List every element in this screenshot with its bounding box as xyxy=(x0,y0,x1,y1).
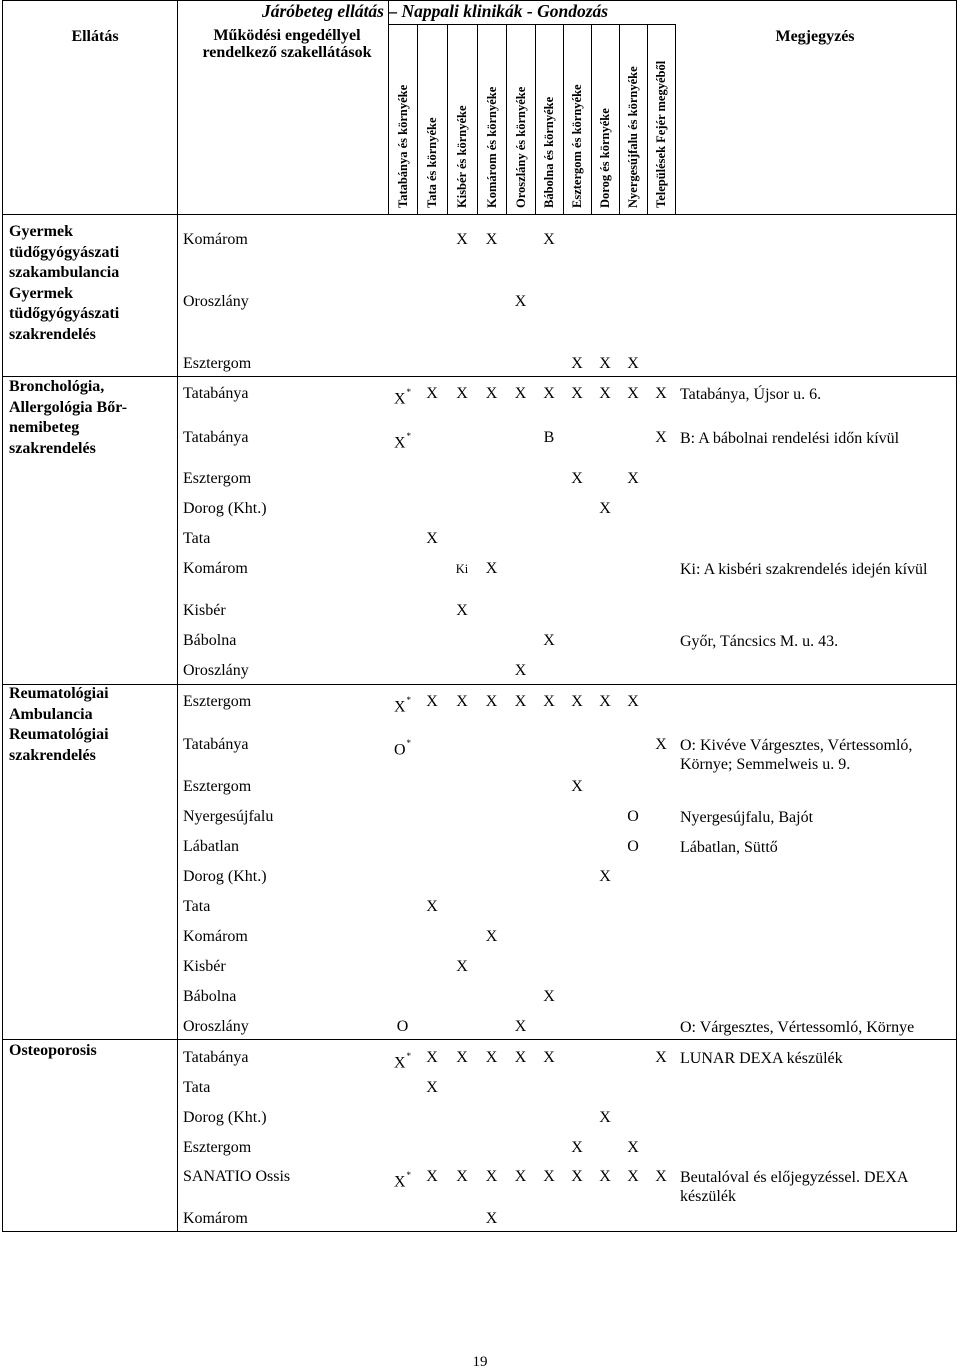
row-mark: X xyxy=(655,1168,667,1185)
row-location: Kisbér xyxy=(183,602,226,619)
row-mark: X xyxy=(571,1168,583,1185)
row-location: Lábatlan xyxy=(183,838,239,855)
row-mark: X xyxy=(627,355,639,372)
row-mark: X xyxy=(485,231,498,248)
row-note: Tatabánya, Újsor u. 6. xyxy=(680,386,822,403)
row-mark: X xyxy=(426,1049,438,1066)
page-number: 19 xyxy=(472,1354,488,1370)
row-mark xyxy=(391,385,415,408)
area-header-5: Bábolna és környéke xyxy=(542,96,556,208)
column-divider xyxy=(177,0,178,1232)
row-mark: X xyxy=(599,500,611,517)
row-location: Tata xyxy=(183,1079,211,1096)
row-mark: X xyxy=(485,693,498,710)
row-mark: X xyxy=(485,1049,498,1066)
row-location: Tatabánya xyxy=(183,385,249,402)
area-header-0: Tatabánya és környéke xyxy=(395,84,410,208)
row-location: Esztergom xyxy=(183,355,252,372)
row-mark: X xyxy=(655,429,667,446)
row-mark: X xyxy=(485,385,498,402)
row-mark: X xyxy=(571,693,583,710)
row-location: Oroszlány xyxy=(183,293,249,310)
row-mark: X xyxy=(655,736,667,753)
row-mark: X xyxy=(456,385,468,402)
mark-value: X xyxy=(393,390,406,408)
row-mark: X xyxy=(514,662,527,679)
row-mark: X xyxy=(627,385,639,402)
row-mark: X xyxy=(599,385,611,402)
row-mark: X xyxy=(426,1079,438,1096)
row-mark: O xyxy=(396,1018,409,1035)
row-mark: X xyxy=(543,693,555,710)
row-mark: X xyxy=(456,958,468,975)
area-column-divider xyxy=(417,24,418,214)
row-mark: X xyxy=(485,1168,498,1185)
row-location: Tatabánya xyxy=(183,1049,249,1066)
row-location: Esztergom xyxy=(183,470,252,487)
row-location: Komárom xyxy=(183,1210,248,1227)
mark-asterisk: * xyxy=(406,387,412,397)
row-mark: X xyxy=(543,231,555,248)
title-underline xyxy=(388,24,675,25)
mark-value: O xyxy=(393,741,406,759)
row-mark: X xyxy=(426,898,438,915)
row-mark: X xyxy=(599,693,611,710)
area-header-2: Kisbér és környéke xyxy=(455,105,469,208)
area-header-3: Komárom és környéke xyxy=(484,86,499,208)
row-mark: X xyxy=(571,1139,583,1156)
area-column-divider xyxy=(563,24,564,214)
mark-value: X xyxy=(393,434,406,452)
row-mark: X xyxy=(627,470,639,487)
row-mark: X xyxy=(599,1168,611,1185)
row-location: Esztergom xyxy=(183,693,252,710)
mark-value: X xyxy=(393,1054,406,1072)
row-mark xyxy=(391,1049,415,1072)
area-header-8: Nyergesújfalu és környéke xyxy=(626,66,640,208)
row-mark: X xyxy=(543,632,555,649)
row-location: Kisbér xyxy=(183,958,226,975)
row-mark: O xyxy=(627,808,639,825)
area-header-1: Tata és környéke xyxy=(425,117,439,208)
row-location: Nyergesújfalu xyxy=(183,808,274,825)
row-mark: X xyxy=(456,231,468,248)
header-szakellatasok: Működési engedéllyel rendelkező szakellátások xyxy=(202,27,372,61)
header-ellatas: Ellátás xyxy=(71,28,119,45)
row-mark: X xyxy=(543,1168,555,1185)
section-title: Bronchológia, Allergológia Bőr- nemibeteg szakrendelés xyxy=(9,378,128,457)
row-mark: X xyxy=(655,1049,667,1066)
row-mark: X xyxy=(456,1049,468,1066)
row-mark: X xyxy=(456,602,468,619)
row-mark: X xyxy=(426,1168,438,1185)
row-location: Komárom xyxy=(183,928,248,945)
row-location: Oroszlány xyxy=(183,662,249,679)
area-column-divider xyxy=(477,24,478,214)
header-megjegyzes: Megjegyzés xyxy=(775,28,855,45)
row-mark: X xyxy=(599,355,611,372)
area-column-divider xyxy=(535,24,536,214)
mark-asterisk: * xyxy=(406,1051,412,1061)
row-mark: X xyxy=(456,1168,468,1185)
row-mark: X xyxy=(627,1168,639,1185)
area-column-divider xyxy=(591,24,592,214)
row-mark: X xyxy=(456,693,468,710)
row-mark: X xyxy=(426,693,438,710)
mark-asterisk: * xyxy=(406,738,412,748)
row-mark: B xyxy=(543,429,555,446)
area-header-4: Oroszlány és környéke xyxy=(513,86,528,208)
row-note: O: Kivéve Várgesztes, Vértessomló, Környe; Semmelweis u. 9. xyxy=(680,737,913,773)
row-mark: X xyxy=(514,1018,527,1035)
mark-asterisk: * xyxy=(406,1170,412,1180)
row-note: O: Várgesztes, Vértessomló, Környe xyxy=(680,1019,915,1036)
area-header-7: Dorog és környéke xyxy=(598,108,612,208)
row-mark: X xyxy=(485,1210,498,1227)
mark-asterisk: * xyxy=(406,695,412,705)
row-location: Esztergom xyxy=(183,1139,252,1156)
row-mark xyxy=(391,1168,415,1191)
row-location: Tata xyxy=(183,530,211,547)
row-mark xyxy=(391,429,415,452)
row-location: Dorog (Kht.) xyxy=(183,868,267,885)
row-note: B: A bábolnai rendelési időn kívül xyxy=(680,430,900,447)
row-note: Győr, Táncsics M. u. 43. xyxy=(680,633,839,650)
row-mark: X xyxy=(514,293,527,310)
row-note: Ki: A kisbéri szakrendelés idején kívül xyxy=(680,561,928,578)
row-mark: X xyxy=(514,1049,527,1066)
mark-asterisk: * xyxy=(406,431,412,441)
row-note: Beutalóval és előjegyzéssel. DEXA készülék xyxy=(680,1169,908,1205)
row-mark: X xyxy=(571,355,583,372)
row-note: Lábatlan, Süttő xyxy=(680,839,778,856)
area-column-divider xyxy=(506,24,507,214)
row-mark: X xyxy=(514,385,527,402)
row-mark: X xyxy=(514,1168,527,1185)
row-location: Tata xyxy=(183,898,211,915)
row-location: Komárom xyxy=(183,231,248,248)
row-mark: X xyxy=(599,1109,611,1126)
row-location: Tatabánya xyxy=(183,736,249,753)
row-location: Dorog (Kht.) xyxy=(183,1109,267,1126)
row-mark: X xyxy=(571,470,583,487)
row-mark: X xyxy=(426,530,438,547)
mark-value: X xyxy=(393,1173,406,1191)
section-title: Gyermek tüdőgyógyászati szakambulancia Gyermek tüdőgyógyászati szakrendelés xyxy=(9,223,120,343)
section-title: Osteoporosis xyxy=(9,1042,97,1059)
row-location: Esztergom xyxy=(183,778,252,795)
row-mark: O xyxy=(627,838,639,855)
row-location: Komárom xyxy=(183,560,248,577)
area-column-divider xyxy=(447,24,448,214)
row-mark: X xyxy=(627,1139,639,1156)
row-mark xyxy=(391,693,415,716)
header-title: Járóbeteg ellátás – Nappali klinikák - Gondozás xyxy=(262,1,609,21)
area-column-divider xyxy=(675,24,676,214)
row-location: Dorog (Kht.) xyxy=(183,500,267,517)
row-mark: X xyxy=(627,693,639,710)
row-mark: X xyxy=(485,560,498,577)
area-header-6: Esztergom és környéke xyxy=(570,84,584,208)
row-note: Nyergesújfalu, Bajót xyxy=(680,809,814,826)
row-mark xyxy=(391,736,415,759)
row-mark: X xyxy=(599,868,611,885)
section-divider xyxy=(2,214,957,215)
area-header-9: Települések Fejér megyéből xyxy=(654,60,668,208)
row-location: SANATIO Ossis xyxy=(183,1168,291,1185)
section-title: Reumatológiai Ambulancia Reumatológiai szakrendelés xyxy=(9,685,109,764)
section-divider xyxy=(2,1039,957,1040)
row-mark: X xyxy=(485,928,498,945)
row-location: Oroszlány xyxy=(183,1018,249,1035)
row-mark: X xyxy=(571,385,583,402)
row-location: Tatabánya xyxy=(183,429,249,446)
row-mark: X xyxy=(543,988,555,1005)
row-mark: X xyxy=(571,778,583,795)
row-mark: X xyxy=(426,385,438,402)
row-mark: X xyxy=(655,385,667,402)
area-column-divider xyxy=(619,24,620,214)
row-mark: X xyxy=(514,693,527,710)
row-mark: Ki xyxy=(455,562,469,576)
mark-value: X xyxy=(393,698,406,716)
area-column-divider xyxy=(647,24,648,214)
row-location: Bábolna xyxy=(183,988,237,1005)
row-mark: X xyxy=(543,385,555,402)
row-location: Bábolna xyxy=(183,632,237,649)
row-note: LUNAR DEXA készülék xyxy=(680,1050,843,1067)
row-mark: X xyxy=(543,1049,555,1066)
